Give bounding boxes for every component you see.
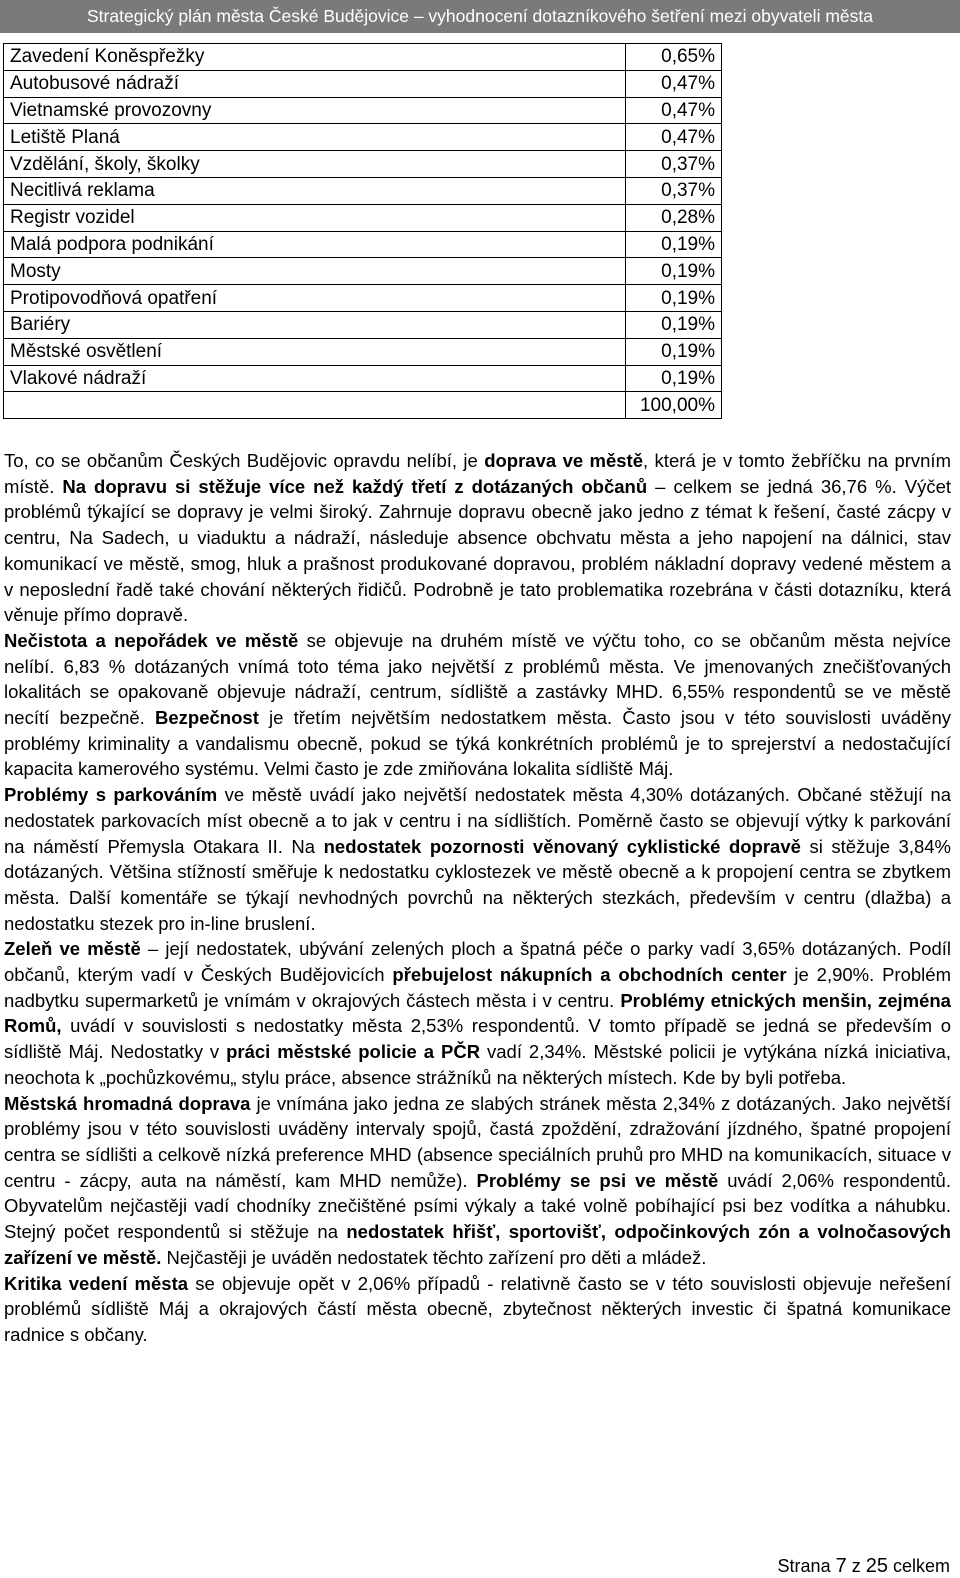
bold-run: přebujelost nákupních a obchodních center [392,964,787,986]
row-label: Necitlivá reklama [4,177,626,204]
row-value: 0,47% [626,97,722,124]
row-label: Malá podpora podnikání [4,231,626,258]
row-value: 0,37% [626,151,722,178]
bold-run: Zeleň ve městě [4,938,141,960]
row-value: 0,19% [626,285,722,312]
row-label: Registr vozidel [4,204,626,231]
header-title: Strategický plán města České Budějovice – vyhodnocení dotazníkového šetření mezi obyvateli města [87,6,873,26]
bold-run: práci městské policie a PČR [226,1041,481,1063]
text-run: se objevuje na druhém místě ve výčtu toho, co se občanům města nejvíce nelíbí. 6,83 % dotázaných vnímá toto téma jako největší z problémů města. Ve jmenovaných znečišťovaných lokalitách se opakovaně objevuje nádraží, centrum, sídliště a zastávky MHD. 6,55% respondentů se ve městě necítí bezpečně. [4,629,951,729]
row-label: Bariéry [4,311,626,338]
row-value: 0,65% [626,44,722,71]
row-label: Městské osvětlení [4,338,626,365]
text-run: vadí 2,34%. Městské policii je vytýkána nízká iniciativa, neochota k „pochůzkovému„ stylu práce, absence strážníků na některých místech. Kde by byli potřeba. [4,1041,951,1088]
paragraph [4,782,951,936]
row-label: Mosty [4,258,626,285]
row-value: 0,47% [626,70,722,97]
bold-run: Problémy se psi ve městě [476,1169,719,1191]
results-table-body [4,44,722,419]
text-run: ve městě uvádí jako největší nedostatek města 4,30% dotázaných. Občané stěžují na nedostatek parkovacích míst obecně a to jak v centru i na sídlištích. Poměrně často se objevují výtky k parkování na náměstí Přemysla Otakara II. Na [4,784,951,857]
bold-run: Na dopravu si stěžuje více než každý třetí z dotázaných občanů [62,475,648,497]
row-label: Protipovodňová opatření [4,285,626,312]
bold-run: nedostatek pozornosti věnovaný cyklistické dopravě [323,835,801,857]
footer-suffix: celkem [887,1556,950,1576]
row-label: Vietnamské provozovny [4,97,626,124]
row-value: 0,47% [626,124,722,151]
bold-run: Nečistota a nepořádek ve městě [4,629,299,651]
text-run: Nejčastěji je uváděn nedostatek těchto zařízení pro děti a mládež. [161,1246,707,1268]
bold-run: Kritika vedení města [4,1272,189,1294]
paragraph [4,936,951,1090]
table-row [4,124,722,151]
table-row [4,258,722,285]
bold-run: nedostatek hřišť, sportovišť, odpočinkových zón a volnočasových zařízení ve městě. [4,1221,951,1268]
table-row [4,338,722,365]
paragraph [4,448,951,628]
bold-run: Problémy etnických menšin, zejména Romů, [4,989,951,1037]
table-row [4,177,722,204]
paragraph [4,628,951,782]
body-text [4,448,951,1348]
table-row [4,151,722,178]
bold-run: Městská hromadná doprava [4,1092,251,1114]
text-run: uvádí v souvislosti s nedostatky města 2,53% respondentů. V tomto případě se jedná se především o sídliště Máj. Nedostatky v [4,1015,951,1063]
text-run: , která je v tomto žebříčku na prvním místě. [4,450,951,497]
row-label: Vzdělání, školy, školky [4,151,626,178]
row-value: 0,19% [626,231,722,258]
paragraph [4,1091,951,1271]
row-label: Zavedení Koněspřežky [4,44,626,71]
text-run: uvádí 2,06% respondentů. Obyvatelům nejčastěji vadí chodníky znečištěné psími výkaly a také volně pobíhající psi bez vodítka a náhubku. Stejný počet respondentů si stěžuje na [4,1169,951,1243]
total-label-cell [4,392,626,419]
table-total-row [4,392,722,419]
footer-page-number: 7 [835,1555,847,1577]
paragraph [4,1271,951,1348]
table-row [4,311,722,338]
table-row [4,365,722,392]
total-value: 100,00% [626,392,722,419]
row-value: 0,19% [626,311,722,338]
text-run: se objevuje opět v 2,06% případů - relativně často se v této souvislosti objevuje neřešení problémů sídliště Máj a okrajových částí města obecně, zbytečnost některých investic či špatná komunikace radnice s občany. [4,1272,951,1345]
bold-run: doprava ve městě [484,450,644,471]
row-value: 0,28% [626,204,722,231]
table-row [4,231,722,258]
results-table [3,43,722,419]
text-run: je třetím největším nedostatkem města. Často jsou v této souvislosti uváděny problémy kriminality a vandalismu obecně, pokud se týká konkrétních problémů je to sprejerství a nedostačující kapacita kamerového systému. Velmi často je zde zmiňována lokalita sídliště Máj. [4,707,951,780]
text-run: je 2,90%. Problém nadbytku supermarketů je vnímám v okrajových částech města i v centru. [4,964,951,1011]
page-footer [778,1554,950,1578]
table-row [4,204,722,231]
row-value: 0,19% [626,258,722,285]
table-row [4,44,722,71]
table-row [4,97,722,124]
text-run: – celkem se jedná 36,76 %. Výčet problémů týkající se dopravy je velmi široký. Zahrnuje dopravu obecně jako jedno z témat k řešení, časté zácpy v centru, Na Sadech, u viaduktu a nádraží, následuje absence obchvatu města a jeho napojení na dálnici, stav komunikací ve městě, smog, hluk a prašnost produkované dopravou, problém nákladní dopravy vedené městem a v neposlední řadě také chování některých řidičů. Podrobně je tato problematika rozebrána v části dotazníku, která věnuje přímo dopravě. [4,475,951,626]
table-row [4,70,722,97]
text-run: – její nedostatek, ubývání zelených ploch a špatná péče o parky vadí 3,65% dotázaných. Podíl občanů, kterým vadí v Českých Budějovicích [4,938,951,986]
page-header [0,0,960,33]
row-label: Vlakové nádraží [4,365,626,392]
text-run: To, co se občanům Českých Budějovic opravdu nelíbí, je [4,450,485,471]
text-run: je vnímána jako jedna ze slabých stránek města 2,34% z dotázaných. Jako největší problémy jsou v této souvislosti uváděny intervaly spojů, častá zpoždění, zdražování jízdného, špatné propojení centra se sídlišti a celkově nízká preference MHD (absence speciálních pruhů pro MHD na komunikacích, situace v centru - zácpy, auta na náměstí, kam MHD nemůže). [4,1092,951,1191]
row-value: 0,19% [626,338,722,365]
text-run: si stěžuje 3,84% dotázaných. Většina stížností směřuje k nedostatku cyklostezek ve městě obecně a k propojení centra se zbytkem města. Další komentáře se týkají nevhodných povrchů na některých stezkách, především v centru (dlažba) a nedostatku stezek pro in-line bruslení. [4,835,952,934]
row-value: 0,19% [626,365,722,392]
row-label: Autobusové nádraží [4,70,626,97]
bold-run: Problémy s parkováním [4,784,218,806]
bold-run: Bezpečnost [155,707,259,729]
footer-middle: z [846,1556,866,1576]
row-value: 0,37% [626,177,722,204]
footer-prefix: Strana [777,1556,836,1576]
footer-page-total: 25 [865,1555,888,1577]
row-label: Letiště Planá [4,124,626,151]
table-row [4,285,722,312]
